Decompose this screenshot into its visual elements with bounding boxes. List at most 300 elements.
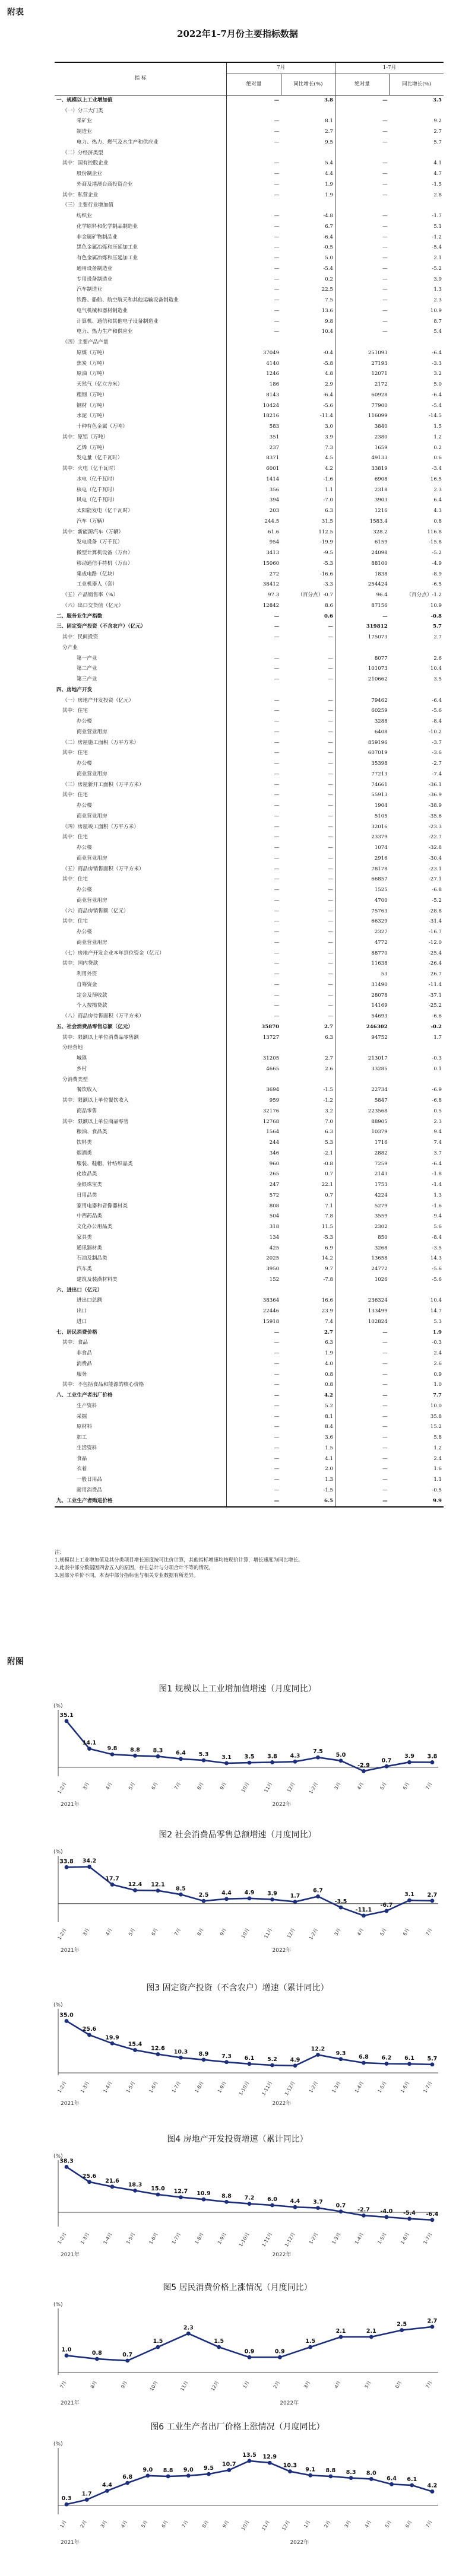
x-tick-label: 4月 <box>120 2519 129 2529</box>
cell-value: 2327 <box>335 927 389 938</box>
cell-value: 210662 <box>335 675 389 685</box>
data-label: 10.3 <box>283 2462 297 2469</box>
data-label: 7.3 <box>221 2053 232 2060</box>
data-label: 12.1 <box>151 1881 165 1888</box>
table-row <box>55 243 444 253</box>
x-tick-label: 12月 <box>286 1781 296 1793</box>
table-row <box>55 338 444 348</box>
row-label: 粮油、食品类 <box>77 1129 107 1136</box>
cell-value: 1026 <box>335 1275 389 1286</box>
row-label: 制造业 <box>77 129 92 135</box>
data-point <box>407 2062 411 2066</box>
cell-value: 346 <box>227 1149 281 1159</box>
cell-value: 31205 <box>227 1054 281 1064</box>
cell-value: 24772 <box>335 1264 389 1275</box>
x-tick-label: 3月 <box>333 1927 342 1937</box>
row-label: 第三产业 <box>77 676 97 682</box>
row-label: 分经营地 <box>62 1045 83 1051</box>
cell-value: 1659 <box>335 443 389 454</box>
cell-value: — <box>335 264 389 275</box>
cell-value: -0.3 <box>432 1340 442 1346</box>
table-row <box>55 432 444 443</box>
cell-value: 2.7 <box>325 1055 333 1061</box>
y-axis-unit: (%) <box>53 2302 63 2308</box>
x-tick-label: 1-3月 <box>79 2231 91 2246</box>
cell-value: 6001 <box>227 464 281 475</box>
cell-value: — <box>227 780 281 791</box>
chart-title: 图1 规模以上工业增加值增速（月度同比） <box>159 1684 316 1694</box>
cell-value: 3903 <box>335 495 389 506</box>
footnote-item: 1.规模以上工业增加值及其分类项目增长速度按可比价计算，其他指标增速均按现价计算，增长速度为同比增长。 <box>55 1557 303 1563</box>
cell-value: 10.9 <box>430 307 442 314</box>
cell-value: 14169 <box>335 1001 389 1012</box>
row-label: 粗钢（万吨） <box>77 392 107 398</box>
cell-value: — <box>227 696 281 707</box>
cell-value <box>281 1043 335 1054</box>
cell-value: 23379 <box>335 832 389 843</box>
cell-value: — <box>227 253 281 264</box>
cell-value: -27.1 <box>428 876 442 883</box>
cell-value: -15.8 <box>428 539 442 546</box>
row-label: 其中：国有控股企业 <box>62 160 109 167</box>
data-label: -6.7 <box>380 1901 393 1909</box>
data-point <box>385 2062 389 2066</box>
cell-value: — <box>328 1013 333 1019</box>
data-label: 9.0 <box>183 2466 194 2473</box>
table-row <box>55 1149 444 1159</box>
cell-value: -6.5 <box>432 581 442 588</box>
table-row <box>55 832 444 843</box>
x-tick-label: 3月 <box>343 2519 352 2529</box>
cell-value: 6908 <box>335 475 389 485</box>
cell-value <box>390 1286 444 1296</box>
cell-value: -6.4 <box>432 392 442 398</box>
data-point <box>133 2189 137 2193</box>
cell-value <box>390 1043 444 1054</box>
data-label: 6.7 <box>313 1887 323 1894</box>
x-tick-label: 11月 <box>261 2519 271 2532</box>
cell-value: 14.3 <box>430 1255 442 1262</box>
x-tick-label: 1-7月 <box>170 2231 182 2246</box>
row-label: 办公楼 <box>77 761 92 767</box>
table-row <box>55 317 444 327</box>
cell-value: 8.4 <box>325 1424 333 1430</box>
table-row <box>55 1064 444 1075</box>
cell-value <box>281 148 335 159</box>
cell-value: 1.3 <box>325 1477 333 1483</box>
table-row <box>55 1244 444 1254</box>
cell-value: -23.3 <box>428 823 442 830</box>
table-row <box>55 874 444 885</box>
data-point <box>133 1754 137 1758</box>
data-point <box>407 1760 411 1764</box>
cell-value: — <box>335 127 389 138</box>
data-point <box>308 2473 312 2478</box>
data-point <box>278 2355 282 2359</box>
table-row <box>55 748 444 759</box>
table-row <box>55 295 444 306</box>
cell-value: — <box>335 211 389 222</box>
table-row <box>55 559 444 570</box>
row-label: 发电设备（万千瓦） <box>77 539 123 546</box>
cell-value: 1904 <box>335 801 389 812</box>
cell-value: — <box>227 1370 281 1381</box>
data-label: 18.3 <box>128 2181 142 2189</box>
data-point <box>202 2197 206 2202</box>
x-tick-label: 1-4月 <box>353 2231 365 2246</box>
row-label: 中西药品类 <box>77 1213 102 1220</box>
header-abs: 绝对量 <box>335 74 389 95</box>
row-label: 七、居民消费价格 <box>56 1329 97 1335</box>
data-point <box>400 2328 404 2332</box>
cell-value: 607019 <box>335 748 389 759</box>
table-row <box>55 769 444 780</box>
row-label: 一般日用品 <box>77 1477 102 1483</box>
table-row <box>55 675 444 685</box>
cell-value: 0.8 <box>325 1371 333 1378</box>
data-label: 6.1 <box>244 2055 255 2062</box>
data-label: 9.3 <box>335 2050 346 2057</box>
cell-value: -6.8 <box>432 887 442 893</box>
chart-svg <box>0 2147 475 2260</box>
cell-value: -0.4 <box>323 349 333 356</box>
cell-value: — <box>328 961 333 967</box>
row-label: 商业营业用房 <box>77 939 107 946</box>
row-label: 十种有色金属（万吨） <box>77 424 128 430</box>
cell-value: -0.5 <box>323 244 333 251</box>
row-label: 天然气（亿立方米） <box>77 381 123 387</box>
cell-value: 87156 <box>335 601 389 612</box>
data-label: 0.7 <box>381 1757 392 1764</box>
data-label: 6.8 <box>122 2474 133 2481</box>
cell-value: -8.4 <box>432 1234 442 1241</box>
cell-value: — <box>328 950 333 956</box>
cell-value: — <box>227 243 281 253</box>
cell-value <box>335 106 389 117</box>
cell-value: 23.9 <box>321 1308 333 1314</box>
cell-value: 6.3 <box>325 1340 333 1346</box>
data-label: 1.7 <box>290 1893 300 1900</box>
cell-value: 14.2 <box>321 1255 333 1262</box>
table-row <box>55 969 444 980</box>
cell-value: 1.2 <box>433 1445 442 1451</box>
data-label: 5.3 <box>198 1751 209 1758</box>
cell-value: 60928 <box>335 390 389 401</box>
table-row <box>55 927 444 938</box>
cell-value: 10.9 <box>430 602 442 609</box>
cell-value: 10.4 <box>430 1297 442 1304</box>
cell-value: — <box>227 285 281 295</box>
cell-value: — <box>328 708 333 714</box>
cell-value: 213017 <box>335 1054 389 1064</box>
cell-value: 3.2 <box>433 371 442 377</box>
x-tick-label: 7月 <box>173 1927 182 1937</box>
cell-value: 10424 <box>227 401 281 412</box>
cell-value: — <box>227 295 281 306</box>
x-tick-label: 5月 <box>384 2519 393 2529</box>
data-point <box>110 1753 115 1757</box>
row-label: 第二产业 <box>77 666 97 672</box>
cell-value: 9.2 <box>433 118 442 125</box>
cell-value: — <box>227 896 281 907</box>
table-row <box>55 727 444 738</box>
cell-value: — <box>227 790 281 801</box>
chart-2 <box>0 1828 475 1955</box>
cell-value: 1753 <box>335 1180 389 1191</box>
year-label: 2022年 <box>290 2540 309 2546</box>
data-label: 2.5 <box>198 1892 209 1899</box>
cell-value: -5.6 <box>432 1266 442 1272</box>
cell-value: 4.1 <box>325 1455 333 1462</box>
cell-value: — <box>328 676 333 682</box>
year-label: 2022年 <box>272 1802 292 1808</box>
cell-value: — <box>335 169 389 180</box>
cell-value: -22.7 <box>428 834 442 841</box>
data-point <box>65 1719 69 1723</box>
cell-value: 16.6 <box>321 1297 333 1304</box>
table-row <box>55 201 444 211</box>
cell-value: 88770 <box>335 949 389 959</box>
cell-value: 35398 <box>335 759 389 769</box>
data-point <box>430 2489 435 2494</box>
row-label: 家用电器和音像器材类 <box>77 1203 128 1209</box>
data-point <box>110 2041 115 2046</box>
cell-value: 77900 <box>335 401 389 412</box>
cell-value: 2.7 <box>324 1023 333 1030</box>
table-row <box>55 306 444 317</box>
cell-value: 1.3 <box>433 287 442 293</box>
row-label: 其中：火电（亿千瓦时） <box>62 466 119 472</box>
table-row <box>55 1464 444 1475</box>
data-label: 5.7 <box>427 2055 438 2062</box>
data-label: 2.5 <box>397 2321 407 2328</box>
x-tick-label: 1-5月 <box>125 2080 137 2094</box>
cell-value: -36.1 <box>428 781 442 788</box>
year-label: 2021年 <box>61 1948 80 1954</box>
table-row <box>55 1433 444 1443</box>
cell-value: 3.5 <box>433 676 442 682</box>
row-label: 出口 <box>77 1308 87 1314</box>
cell-value: 5.0 <box>433 381 442 387</box>
cell-value: 4.8 <box>325 371 333 377</box>
cell-value: — <box>328 803 333 809</box>
cell-value: — <box>328 750 333 756</box>
data-label: 12.2 <box>311 2046 325 2053</box>
data-label: 8.9 <box>198 2050 209 2057</box>
table-row <box>55 1001 444 1012</box>
cell-value: 88905 <box>335 1117 389 1128</box>
x-tick-label: 6月 <box>404 2519 413 2529</box>
cell-value: — <box>227 822 281 833</box>
cell-value: — <box>328 918 333 925</box>
table-row <box>55 1412 444 1423</box>
data-point <box>248 1896 252 1900</box>
cell-value: — <box>227 874 281 885</box>
cell-value: 116.8 <box>427 529 442 535</box>
data-point <box>65 1865 69 1869</box>
data-point <box>316 2053 320 2057</box>
table-row <box>55 685 444 696</box>
row-label: 计算机、通信和其他电子设备制造业 <box>77 318 159 325</box>
row-label: 化妆品类 <box>77 1171 97 1178</box>
data-label: 15.0 <box>151 2186 165 2192</box>
x-tick-label: 5月 <box>127 1781 137 1791</box>
x-tick-label: 1-5月 <box>376 2080 388 2094</box>
cell-value <box>390 148 444 159</box>
data-label: 4.9 <box>290 2056 300 2063</box>
cell-value: — <box>227 1454 281 1465</box>
cell-value: 1.9 <box>325 192 333 198</box>
row-label: 第一产业 <box>77 655 97 662</box>
table-row <box>55 1117 444 1128</box>
cell-value: 3840 <box>335 422 389 432</box>
cell-value: 2143 <box>335 1169 389 1180</box>
table-row <box>55 1096 444 1106</box>
cell-value <box>227 1043 281 1054</box>
cell-value: — <box>227 748 281 759</box>
data-point <box>202 2057 206 2062</box>
cell-value: — <box>335 317 389 327</box>
cell-value: 66857 <box>335 874 389 885</box>
x-tick-label: 4月 <box>104 1781 113 1791</box>
cell-value: 88100 <box>335 559 389 570</box>
year-label: 2022年 <box>272 2252 292 2258</box>
data-point <box>362 1914 366 1918</box>
data-point <box>87 1865 91 1869</box>
data-point <box>202 1758 206 1763</box>
table-row <box>55 1306 444 1317</box>
cell-value <box>227 1286 281 1296</box>
data-label: 12.4 <box>128 1881 142 1888</box>
data-point <box>293 2205 297 2209</box>
table-body <box>55 95 444 1507</box>
row-label: 办公楼 <box>77 887 92 893</box>
cell-value: — <box>227 654 281 664</box>
cell-value: 0.7 <box>325 1171 333 1178</box>
cell-value: — <box>227 1412 281 1423</box>
x-tick-label: 6月 <box>160 2519 169 2529</box>
row-label: 办公楼 <box>77 718 92 724</box>
cell-value: 186 <box>227 380 281 390</box>
row-label: 日用品类 <box>77 1192 97 1198</box>
cell-value: — <box>335 1338 389 1349</box>
cell-value: — <box>335 1433 389 1443</box>
row-label: （三）主要行业增加值 <box>62 202 113 209</box>
cell-value: -6.4 <box>432 1160 442 1167</box>
cell-value <box>335 1286 389 1296</box>
data-point <box>248 2062 252 2066</box>
cell-value: 6159 <box>335 538 389 548</box>
row-label: 股份制企业 <box>77 171 102 177</box>
table-row <box>55 1191 444 1201</box>
x-tick-label: 1-7月 <box>170 2080 182 2094</box>
table-row <box>55 1391 444 1401</box>
row-label: 纺织业 <box>77 213 92 219</box>
cell-value: 94752 <box>335 1033 389 1044</box>
cell-value: 2025 <box>227 1254 281 1264</box>
cell-value: 0.2 <box>433 444 442 451</box>
table-row <box>55 580 444 590</box>
table-row <box>55 180 444 190</box>
data-label: 2.3 <box>183 2324 194 2332</box>
cell-value: 13727 <box>227 1033 281 1044</box>
cell-value: 9.8 <box>325 318 333 325</box>
table-row <box>55 158 444 169</box>
cell-value: — <box>328 739 333 746</box>
cell-value: 55913 <box>335 790 389 801</box>
cell-value: — <box>335 222 389 233</box>
row-label: 烟酒类 <box>77 1150 92 1156</box>
x-tick-label: 1月 <box>303 2519 312 2529</box>
table-row <box>55 759 444 769</box>
table-row <box>55 949 444 959</box>
data-point <box>369 2335 373 2339</box>
table-row <box>55 896 444 907</box>
cell-value: -38.9 <box>428 803 442 809</box>
cell-value: 15.2 <box>430 1424 442 1430</box>
cell-value <box>227 685 281 696</box>
data-label: 12.6 <box>151 2045 165 2052</box>
cell-value: 31.5 <box>321 518 333 524</box>
data-label: 3.1 <box>404 1891 414 1898</box>
cell-value: 7.4 <box>325 1318 333 1325</box>
data-point <box>339 2209 343 2214</box>
cell-value: 1.5 <box>433 424 442 430</box>
x-tick-label: 3月 <box>81 1781 91 1791</box>
cell-value: — <box>328 761 333 767</box>
cell-value: — <box>227 907 281 917</box>
cell-value: 22.1 <box>321 1182 333 1188</box>
x-tick-label: 10月 <box>240 2519 251 2532</box>
chart-svg <box>0 2435 475 2548</box>
data-point <box>125 2481 129 2485</box>
cell-value: 133499 <box>335 1306 389 1317</box>
cell-value: 2882 <box>335 1149 389 1159</box>
data-point <box>430 1898 435 1903</box>
table-row <box>55 422 444 432</box>
row-label: 电力、热力、燃气及水生产和供应业 <box>77 139 159 145</box>
cell-value: — <box>328 971 333 977</box>
row-label: 水泥（万吨） <box>77 413 107 419</box>
cell-value <box>227 106 281 117</box>
cell-value: 5.0 <box>325 255 333 261</box>
cell-value: -8.9 <box>432 571 442 577</box>
cell-value: — <box>335 1328 389 1338</box>
header-abs: 绝对量 <box>227 74 281 95</box>
cell-value: 1414 <box>227 475 281 485</box>
cell-value: — <box>227 222 281 233</box>
data-label: 8.3 <box>346 2469 356 2476</box>
cell-value: — <box>335 1464 389 1475</box>
y-axis-unit: (%) <box>53 1849 63 1855</box>
cell-value: — <box>227 927 281 938</box>
cell-value: -6.9 <box>432 1087 442 1093</box>
row-label: 生活资料 <box>77 1445 97 1451</box>
x-tick-label: 1月 <box>59 2519 68 2529</box>
cell-value: — <box>335 1370 389 1381</box>
cell-value: 1.6 <box>433 1466 442 1473</box>
x-tick-label: 10月 <box>240 1781 251 1793</box>
data-label: 4.9 <box>244 1889 255 1896</box>
cell-value: — <box>328 981 333 988</box>
table-row <box>55 612 444 622</box>
data-label: 14.1 <box>82 1739 97 1747</box>
cell-value <box>227 201 281 211</box>
row-label: 服务 <box>77 1371 87 1378</box>
data-point <box>224 2060 229 2064</box>
cell-value: 14.7 <box>430 1308 442 1314</box>
cell-value: — <box>227 158 281 169</box>
